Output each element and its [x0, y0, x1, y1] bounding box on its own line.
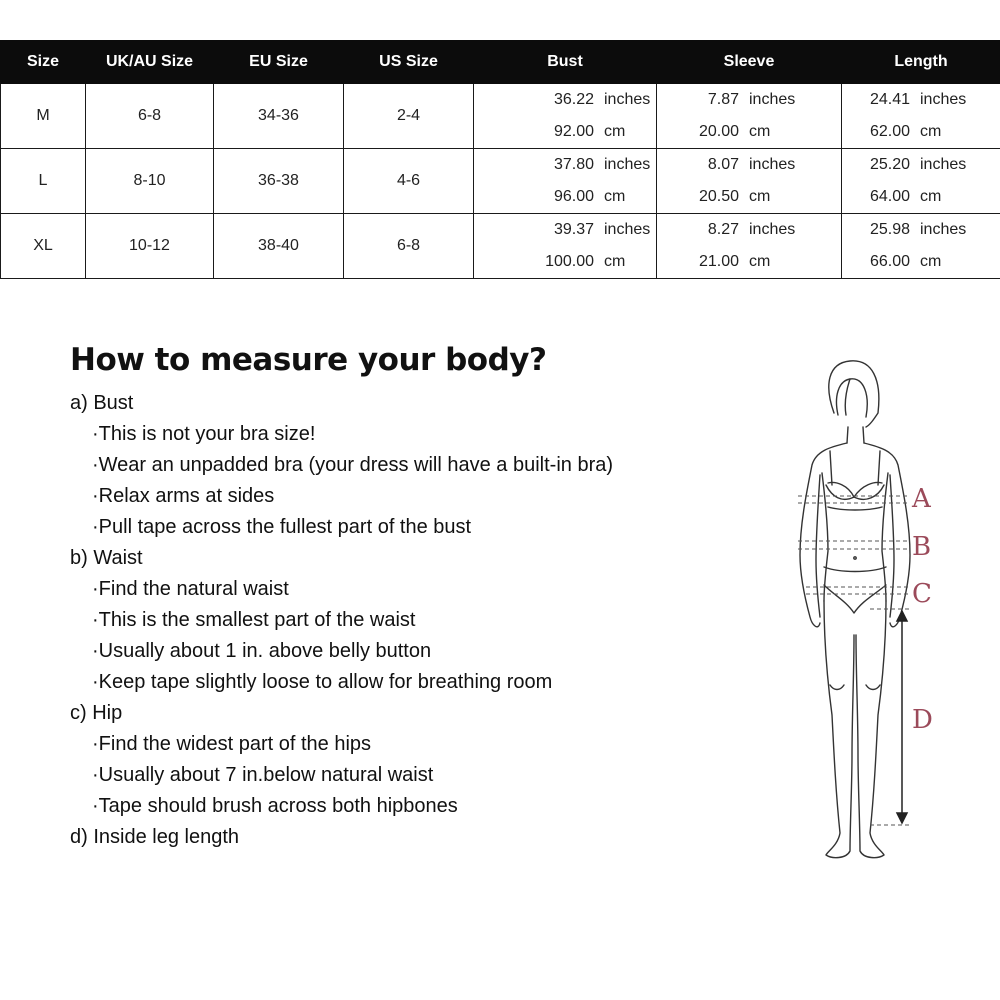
cell-size: M [1, 84, 86, 149]
guide-title: How to measure your body? [70, 342, 547, 378]
cell-length [842, 84, 1000, 149]
sleeve-inches-value: 7.87 [707, 91, 739, 108]
sleeve-cm-value: 21.00 [698, 253, 739, 270]
marker-d: D [912, 705, 933, 735]
unit-label: inches [604, 221, 651, 238]
unit-label: inches [920, 221, 967, 238]
bust-cm-value: 92.00 [553, 123, 594, 140]
cell-uk: 8-10 [86, 149, 214, 214]
unit-label: inches [920, 156, 967, 173]
unit-label: cm [604, 188, 626, 205]
unit-label: cm [604, 123, 626, 140]
unit-label: cm [604, 253, 626, 270]
header-uk-au-size: UK/AU Size [86, 41, 214, 84]
length-cm-value: 62.00 [869, 123, 910, 140]
bust-cm-line [474, 116, 656, 148]
header-length: Length [842, 41, 1000, 84]
cell-bust [474, 149, 657, 214]
guide-section-label: d) Inside leg length [70, 826, 240, 848]
sleeve-inches-line [657, 214, 841, 246]
guide-sections [70, 388, 760, 853]
marker-b: B [912, 532, 932, 562]
bust-cm-line [474, 181, 656, 213]
guide-item: ·Tape should brush across both hipbones [92, 795, 458, 817]
header-sleeve: Sleeve [657, 41, 842, 84]
cell-eu: 38-40 [214, 214, 344, 279]
sleeve-inches-line [657, 84, 841, 116]
bust-cm-value: 96.00 [553, 188, 594, 205]
unit-label: inches [749, 91, 796, 108]
bust-inches-line [474, 84, 656, 116]
cell-uk: 6-8 [86, 84, 214, 149]
guide-item: ·Usually about 1 in. above belly button [92, 640, 432, 662]
cell-sleeve [657, 214, 842, 279]
table-row [1, 214, 1000, 279]
guide-item: ·Relax arms at sides [92, 485, 275, 507]
guide-item: ·This is not your bra size! [92, 423, 316, 445]
measure-guide [70, 342, 760, 853]
length-inches-value: 25.98 [869, 221, 910, 238]
length-inches-value: 24.41 [869, 91, 910, 108]
bust-inches-value: 36.22 [553, 91, 594, 108]
guide-item: ·Keep tape slightly loose to allow for breathing room [92, 671, 553, 693]
cell-size: XL [1, 214, 86, 279]
body-figure-illustration [770, 355, 1000, 875]
table-header-row [1, 41, 1000, 84]
marker-c: C [912, 579, 932, 609]
cell-us: 6-8 [344, 214, 474, 279]
length-inches-line [842, 84, 1000, 116]
bust-cm-value: 100.00 [545, 253, 594, 270]
bust-inches-value: 39.37 [553, 221, 594, 238]
guide-item: ·Usually about 7 in.below natural waist [92, 764, 434, 786]
length-cm-line [842, 246, 1000, 278]
marker-a: A [912, 484, 931, 514]
table-row [1, 84, 1000, 149]
guide-item: ·Find the widest part of the hips [92, 733, 372, 755]
length-cm-line [842, 116, 1000, 148]
unit-label: inches [749, 221, 796, 238]
unit-label: cm [920, 253, 942, 270]
length-cm-line [842, 181, 1000, 213]
bust-inches-line [474, 214, 656, 246]
cell-length [842, 149, 1000, 214]
cell-eu: 36-38 [214, 149, 344, 214]
header-size: Size [1, 41, 86, 84]
unit-label: cm [920, 188, 942, 205]
cell-length [842, 214, 1000, 279]
guide-item: ·This is the smallest part of the waist [92, 609, 416, 631]
bust-inches-line [474, 149, 656, 181]
guide-item: ·Pull tape across the fullest part of the bust [92, 516, 472, 538]
header-eu-size: EU Size [214, 41, 344, 84]
length-inches-value: 25.20 [869, 156, 910, 173]
unit-label: inches [604, 91, 651, 108]
bust-cm-line [474, 246, 656, 278]
length-inches-line [842, 214, 1000, 246]
guide-section-label: b) Waist [70, 547, 143, 569]
sleeve-cm-value: 20.00 [698, 123, 739, 140]
bust-inches-value: 37.80 [553, 156, 594, 173]
sleeve-inches-value: 8.27 [707, 221, 739, 238]
unit-label: cm [920, 123, 942, 140]
guide-section-label: c) Hip [70, 702, 123, 724]
sleeve-inches-line [657, 149, 841, 181]
length-cm-value: 64.00 [869, 188, 910, 205]
guide-section-label: a) Bust [70, 392, 134, 414]
header-bust: Bust [474, 41, 657, 84]
cell-bust [474, 84, 657, 149]
unit-label: inches [749, 156, 796, 173]
table-row [1, 149, 1000, 214]
unit-label: cm [749, 253, 771, 270]
guide-item: ·Wear an unpadded bra (your dress will have a built-in bra) [92, 454, 614, 476]
sleeve-inches-value: 8.07 [707, 156, 739, 173]
cell-us: 4-6 [344, 149, 474, 214]
cell-uk: 10-12 [86, 214, 214, 279]
cell-size: L [1, 149, 86, 214]
unit-label: inches [604, 156, 651, 173]
sleeve-cm-line [657, 246, 841, 278]
header-us-size: US Size [344, 41, 474, 84]
cell-bust [474, 214, 657, 279]
guide-item: ·Find the natural waist [92, 578, 289, 600]
unit-label: cm [749, 123, 771, 140]
cell-eu: 34-36 [214, 84, 344, 149]
sleeve-cm-value: 20.50 [698, 188, 739, 205]
sleeve-cm-line [657, 116, 841, 148]
cell-sleeve [657, 84, 842, 149]
unit-label: cm [749, 188, 771, 205]
sleeve-cm-line [657, 181, 841, 213]
cell-us: 2-4 [344, 84, 474, 149]
cell-sleeve [657, 149, 842, 214]
length-inches-line [842, 149, 1000, 181]
size-chart-table [0, 40, 1000, 279]
unit-label: inches [920, 91, 967, 108]
length-cm-value: 66.00 [869, 253, 910, 270]
